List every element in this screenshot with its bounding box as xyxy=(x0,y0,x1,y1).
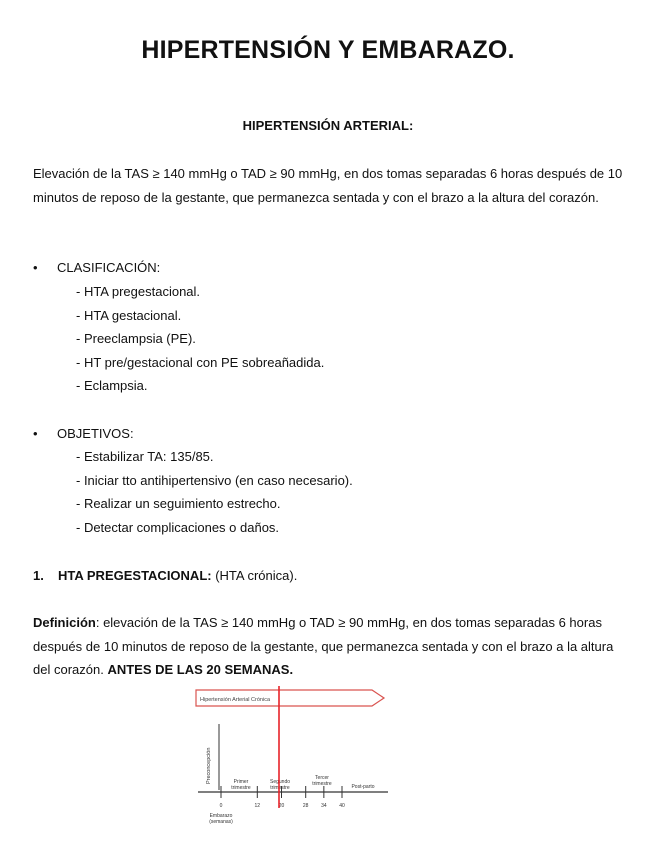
intro-paragraph: Elevación de la TAS ≥ 140 mmHg o TAD ≥ 90 mmHg, en dos tomas separadas 6 horas después de 10 minutos de reposo de la gestante, que permanezca sentada y con el brazo a la altura del corazón. xyxy=(33,166,623,205)
x-axis-label-line2: (semanas) xyxy=(209,819,233,825)
list-item: - HT pre/gestacional con PE sobreañadida. xyxy=(76,354,325,370)
x-axis-label-line1: Embarazo xyxy=(209,813,233,819)
period-label: Segundo trimestre xyxy=(269,779,291,791)
definicion-text: : elevación de la TAS ≥ 140 mmHg o TAD ≥ 90 mmHg, en dos tomas separadas 6 horas después de 10 minutos de reposo de la gestante, que permanezca sentada y con el brazo a la altura del corazón. xyxy=(33,615,614,677)
definicion-paragraph xyxy=(33,611,623,682)
period-label: Primer trimestre xyxy=(231,779,251,791)
list-item: - Iniciar tto antihipertensivo (en caso necesario). xyxy=(76,472,353,488)
objetivos-heading xyxy=(33,426,134,441)
list-item: - HTA gestacional. xyxy=(76,307,182,323)
tick-label: 0 xyxy=(219,803,223,809)
objetivos-list xyxy=(76,445,353,539)
tick-label: 40 xyxy=(339,803,345,809)
tick-label: 28 xyxy=(302,803,309,809)
objetivos-label: OBJETIVOS: xyxy=(57,426,134,441)
section-1-heading xyxy=(33,568,297,583)
section-number: 1. xyxy=(33,568,44,583)
list-item: - HTA pregestacional. xyxy=(76,284,201,299)
definicion-label: Definición xyxy=(33,615,96,630)
list-item: - Eclampsia. xyxy=(76,378,148,393)
list-item: - Realizar un seguimiento estrecho. xyxy=(76,496,281,511)
list-item: - Detectar complicaciones o daños. xyxy=(76,519,280,535)
hypertension-timeline-figure xyxy=(188,684,398,834)
clasificacion-label: CLASIFICACIÓN: xyxy=(57,260,161,275)
section-note: (HTA crónica). xyxy=(211,568,298,583)
arrow-label: Hipertensión Arterial Crónica xyxy=(200,697,271,703)
period-label: Post-parto xyxy=(351,784,375,790)
bullet-icon: • xyxy=(33,426,38,441)
section-subtitle: HIPERTENSIÓN ARTERIAL: xyxy=(242,118,414,133)
clasificacion-heading xyxy=(33,260,160,275)
section-title: HTA PREGESTACIONAL: xyxy=(58,568,212,583)
y-axis-label: Preconcepción xyxy=(206,747,212,784)
tick-label: 12 xyxy=(254,803,261,809)
definicion-emphasis: ANTES DE LAS 20 SEMANAS. xyxy=(107,662,294,677)
bullet-icon: • xyxy=(33,260,38,275)
tick-label: 34 xyxy=(321,803,327,809)
list-item: - Estabilizar TA: 135/85. xyxy=(76,449,214,464)
page-title: HIPERTENSIÓN Y EMBARAZO. xyxy=(141,36,515,64)
list-item: - Preeclampsia (PE). xyxy=(76,331,196,346)
period-label: Tercer trimestre xyxy=(312,775,332,787)
clasificacion-list xyxy=(76,280,324,398)
tick-label: 20 xyxy=(278,803,285,809)
